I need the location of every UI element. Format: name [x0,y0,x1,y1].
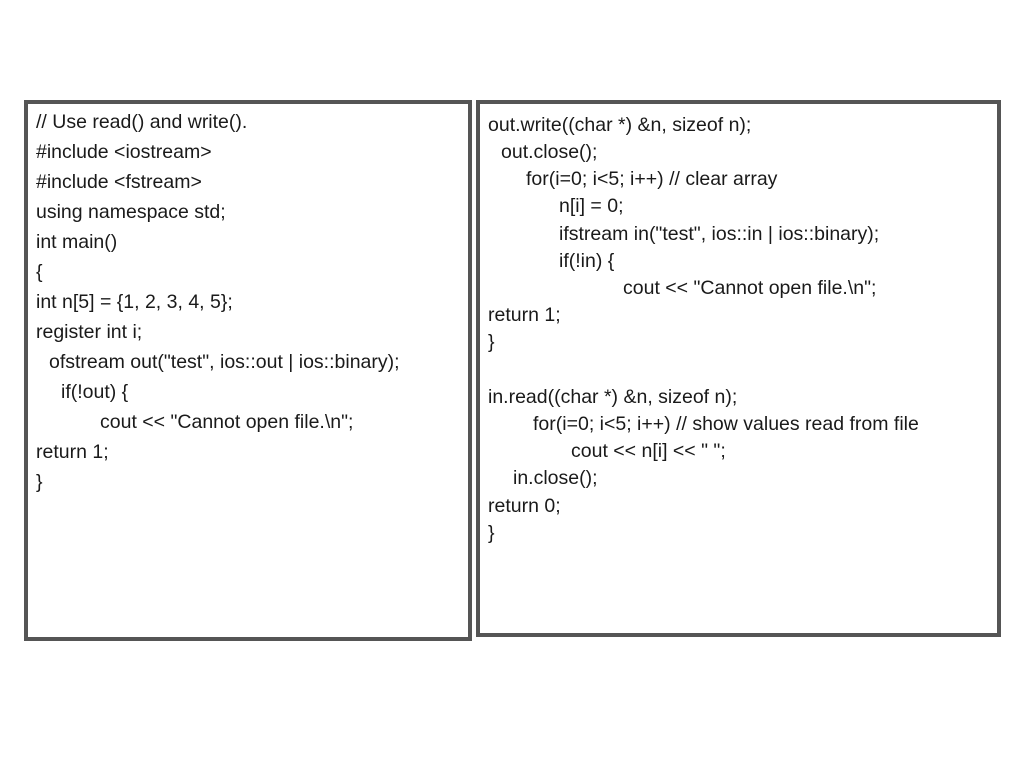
code-line: ofstream out("test", ios::out | ios::binary); [49,351,400,373]
code-line: int n[5] = {1, 2, 3, 4, 5}; [36,291,233,313]
code-line: ifstream in("test", ios::in | ios::binary); [559,223,880,245]
code-line: for(i=0; i<5; i++) // clear array [526,168,778,190]
code-line: return 0; [488,495,561,517]
code-line: cout << "Cannot open file.\n"; [623,277,877,299]
code-panel-right [476,100,1001,637]
code-line: cout << n[i] << " "; [571,440,726,462]
code-line: register int i; [36,321,143,343]
code-line: #include <fstream> [36,171,202,193]
code-line: int main() [36,231,118,253]
code-line: { [36,261,43,283]
code-line: // Use read() and write(). [36,111,248,133]
code-line: if(!out) { [61,381,129,403]
code-line: in.close(); [513,467,598,489]
code-line: #include <iostream> [36,141,212,163]
code-line: cout << "Cannot open file.\n"; [100,411,354,433]
code-line: out.write((char *) &n, sizeof n); [488,114,752,136]
code-line: return 1; [36,441,109,463]
code-line: } [488,331,495,353]
code-line: } [36,471,43,493]
code-panel-left [24,100,472,641]
code-line: return 1; [488,304,561,326]
code-line: out.close(); [501,141,598,163]
code-line: in.read((char *) &n, sizeof n); [488,386,738,408]
code-line: using namespace std; [36,201,226,223]
code-line: if(!in) { [559,250,615,272]
code-line: for(i=0; i<5; i++) // show values read from file [533,413,919,435]
code-line: } [488,522,495,544]
code-line: n[i] = 0; [559,195,624,217]
